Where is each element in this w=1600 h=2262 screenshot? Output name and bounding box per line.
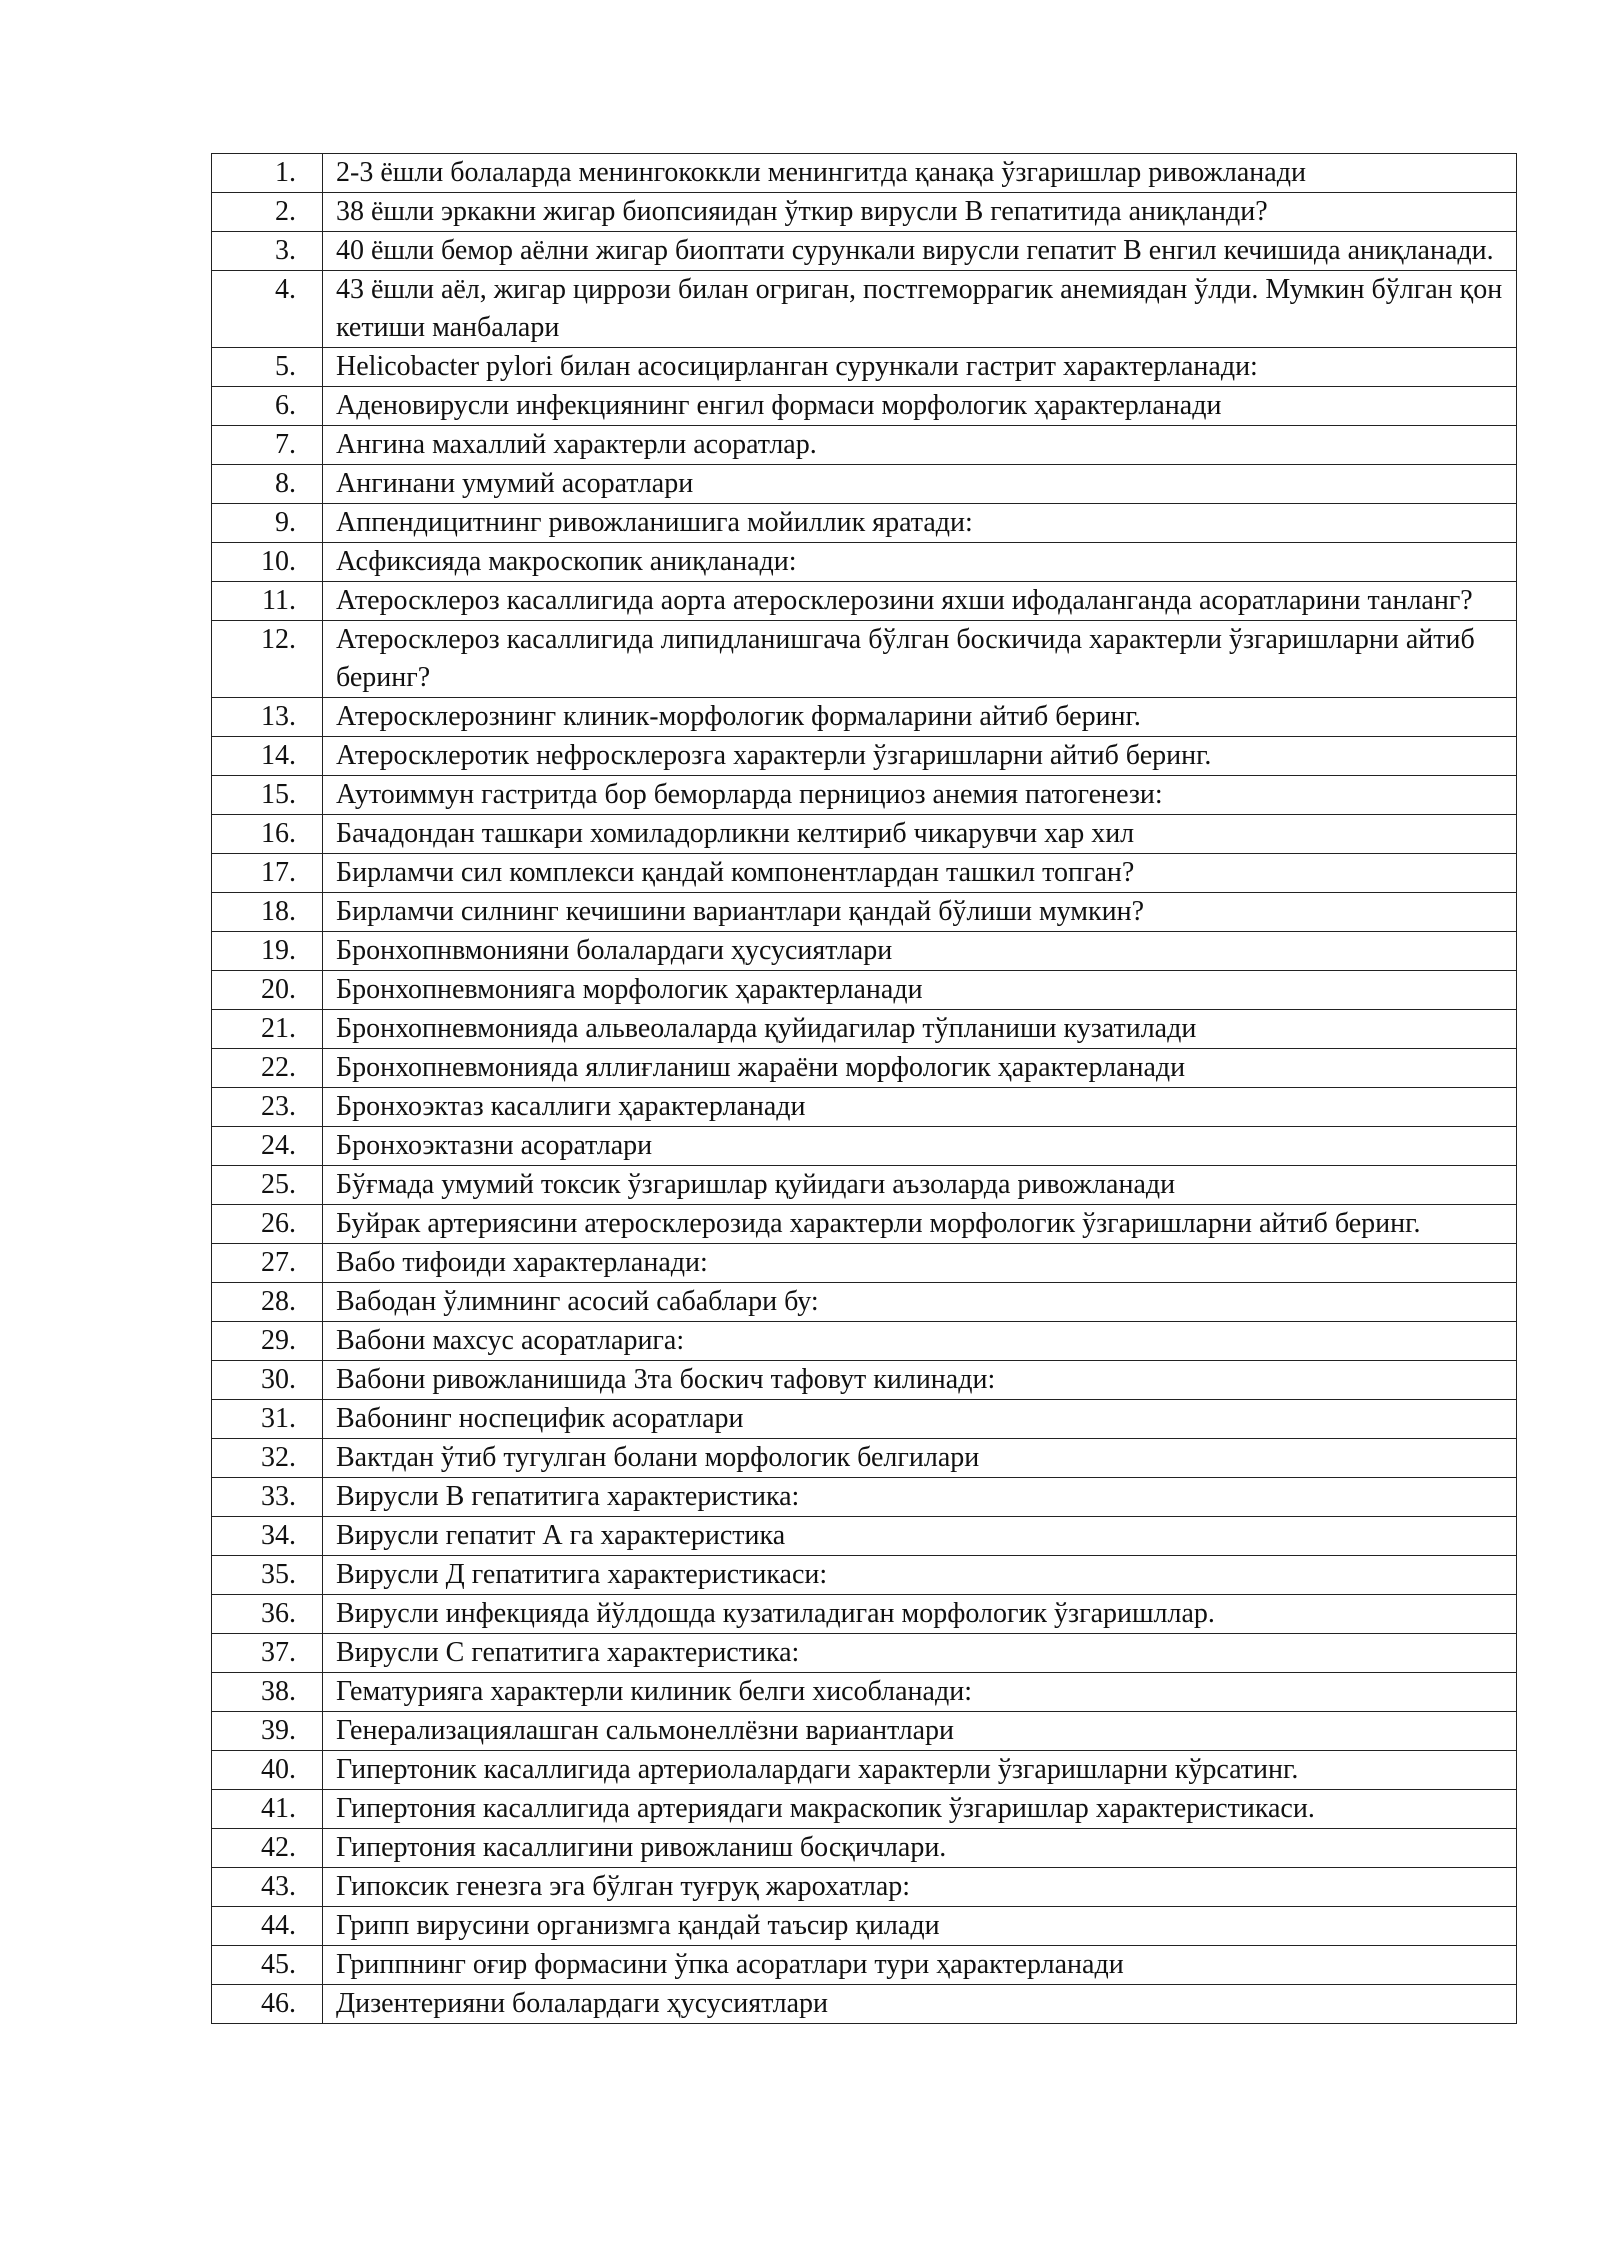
table-row [212, 1556, 1517, 1595]
question-number: 2. [212, 193, 323, 232]
question-text: Генерализациялашган сальмонеллёзни вариантлари [323, 1712, 1517, 1751]
question-text: Вабони ривожланишида 3та боскич тафовут килинади: [323, 1361, 1517, 1400]
question-text: Гематурияга характерли килиник белги хисобланади: [323, 1673, 1517, 1712]
question-number: 22. [212, 1049, 323, 1088]
question-text: Асфиксияда макроскопик аниқланади: [323, 543, 1517, 582]
table-row [212, 154, 1517, 193]
table-row [212, 1790, 1517, 1829]
question-number: 21. [212, 1010, 323, 1049]
question-number: 35. [212, 1556, 323, 1595]
question-text: Атеросклерознинг клиник-морфологик формаларини айтиб беринг. [323, 698, 1517, 737]
question-text: Гипертония касаллигида артериядаги макраскопик ўзгаришлар характеристикаси. [323, 1790, 1517, 1829]
table-row [212, 504, 1517, 543]
question-text: Гипертония касаллигини ривожланиш босқичлари. [323, 1829, 1517, 1868]
table-row [212, 893, 1517, 932]
question-text: Вирусли С гепатитига характеристика: [323, 1634, 1517, 1673]
question-number: 42. [212, 1829, 323, 1868]
question-number: 9. [212, 504, 323, 543]
question-text: Вабони махсус асоратларига: [323, 1322, 1517, 1361]
question-text: Бирламчи сил комплекси қандай компонентлардан ташкил топган? [323, 854, 1517, 893]
question-text: Бронхопнвмонияни болалардаги ҳусусиятлари [323, 932, 1517, 971]
question-text: Вирусли Д гепатитига характеристикаси: [323, 1556, 1517, 1595]
question-text: Бронхопневмонияда яллиғланиш жараёни морфологик ҳарактерланади [323, 1049, 1517, 1088]
table-row [212, 621, 1517, 698]
question-text: Вактдан ўтиб тугулган болани морфологик белгилари [323, 1439, 1517, 1478]
question-text: 40 ёшли бемор аёлни жигар биоптати сурункали вирусли гепатит В енгил кечишида аниқланади. [323, 232, 1517, 271]
question-number: 16. [212, 815, 323, 854]
table-row [212, 465, 1517, 504]
question-text: Ангина махаллий характерли асоратлар. [323, 426, 1517, 465]
question-number: 14. [212, 737, 323, 776]
question-number: 19. [212, 932, 323, 971]
question-number: 30. [212, 1361, 323, 1400]
question-text: Аденовирусли инфекциянинг енгил формаси морфологик ҳарактерланади [323, 387, 1517, 426]
table-row [212, 1478, 1517, 1517]
question-text: Ангинани умумий асоратлари [323, 465, 1517, 504]
questions-table-body [212, 154, 1517, 2024]
question-number: 5. [212, 348, 323, 387]
table-row [212, 348, 1517, 387]
table-row [212, 1595, 1517, 1634]
table-row [212, 1166, 1517, 1205]
question-number: 33. [212, 1478, 323, 1517]
table-row [212, 971, 1517, 1010]
question-number: 38. [212, 1673, 323, 1712]
table-row [212, 1205, 1517, 1244]
table-row [212, 1049, 1517, 1088]
question-number: 1. [212, 154, 323, 193]
question-number: 40. [212, 1751, 323, 1790]
question-number: 18. [212, 893, 323, 932]
question-text: Бронхоэктазни асоратлари [323, 1127, 1517, 1166]
table-row [212, 1361, 1517, 1400]
table-row [212, 1439, 1517, 1478]
table-row [212, 1127, 1517, 1166]
question-text: Вабонинг носпецифик асоратлари [323, 1400, 1517, 1439]
table-row [212, 193, 1517, 232]
table-row [212, 1673, 1517, 1712]
table-row [212, 698, 1517, 737]
question-text: Бирламчи силнинг кечишини вариантлари қандай бўлиши мумкин? [323, 893, 1517, 932]
table-row [212, 932, 1517, 971]
question-number: 27. [212, 1244, 323, 1283]
question-number: 17. [212, 854, 323, 893]
question-number: 15. [212, 776, 323, 815]
table-row [212, 1283, 1517, 1322]
question-number: 34. [212, 1517, 323, 1556]
question-text: Вирусли В гепатитига характеристика: [323, 1478, 1517, 1517]
question-number: 4. [212, 271, 323, 348]
question-number: 8. [212, 465, 323, 504]
table-row [212, 1985, 1517, 2024]
question-number: 31. [212, 1400, 323, 1439]
question-text: Гипертоник касаллигида артериолалардаги характерли ўзгаришларни кўрсатинг. [323, 1751, 1517, 1790]
question-number: 12. [212, 621, 323, 698]
table-row [212, 815, 1517, 854]
table-row [212, 737, 1517, 776]
table-row [212, 1088, 1517, 1127]
question-number: 36. [212, 1595, 323, 1634]
table-row [212, 1244, 1517, 1283]
question-text: 2-3 ёшли болаларда менингококкли менингитда қанақа ўзгаришлар ривожланади [323, 154, 1517, 193]
table-row [212, 582, 1517, 621]
table-row [212, 1322, 1517, 1361]
table-row [212, 426, 1517, 465]
table-row [212, 1829, 1517, 1868]
question-text: Бачадондан ташкари хомиладорликни келтириб чикарувчи хар хил [323, 815, 1517, 854]
question-number: 20. [212, 971, 323, 1010]
question-text: Атеросклероз касаллигида липидланишгача бўлган боскичида характерли ўзгаришларни айтиб беринг? [323, 621, 1517, 698]
question-text: Гипоксик генезга эга бўлган туғруқ жарохатлар: [323, 1868, 1517, 1907]
questions-table [211, 153, 1517, 2024]
question-number: 37. [212, 1634, 323, 1673]
question-text: Вабо тифоиди характерланади: [323, 1244, 1517, 1283]
question-number: 6. [212, 387, 323, 426]
question-text: Грипп вирусини организмга қандай таъсир қилади [323, 1907, 1517, 1946]
table-row [212, 1010, 1517, 1049]
question-number: 3. [212, 232, 323, 271]
question-text: Вабодан ўлимнинг асосий сабаблари бу: [323, 1283, 1517, 1322]
question-text: Бўғмада умумий токсик ўзгаришлар қуйидаги аъзоларда ривожланади [323, 1166, 1517, 1205]
question-number: 10. [212, 543, 323, 582]
question-text: Атеросклеротик нефросклерозга характерли ўзгаришларни айтиб беринг. [323, 737, 1517, 776]
question-number: 45. [212, 1946, 323, 1985]
table-row [212, 1634, 1517, 1673]
question-text: Дизентерияни болалардаги ҳусусиятлари [323, 1985, 1517, 2024]
question-text: Гриппнинг оғир формасини ўпка асоратлари тури ҳарактерланади [323, 1946, 1517, 1985]
question-text: 38 ёшли эркакни жигар биопсияидан ўткир вирусли В гепатитида аниқланди? [323, 193, 1517, 232]
question-number: 46. [212, 1985, 323, 2024]
question-text: 43 ёшли аёл, жигар циррози билан огриган, постгеморрагик анемиядан ўлди. Мумкин бўлган қон кетиши манбалари [323, 271, 1517, 348]
table-row [212, 232, 1517, 271]
table-row [212, 1751, 1517, 1790]
question-number: 32. [212, 1439, 323, 1478]
table-row [212, 854, 1517, 893]
question-number: 43. [212, 1868, 323, 1907]
question-text: Буйрак артериясини атеросклерозида характерли морфологик ўзгаришларни айтиб беринг. [323, 1205, 1517, 1244]
table-row [212, 543, 1517, 582]
question-text: Бронхоэктаз касаллиги ҳарактерланади [323, 1088, 1517, 1127]
question-number: 26. [212, 1205, 323, 1244]
table-row [212, 1907, 1517, 1946]
question-number: 29. [212, 1322, 323, 1361]
question-text: Вирусли инфекцияда йўлдошда кузатиладиган морфологик ўзгаришллар. [323, 1595, 1517, 1634]
question-number: 25. [212, 1166, 323, 1205]
table-row [212, 1712, 1517, 1751]
question-text: Аутоиммун гастритда бор беморларда пернициоз анемия патогенези: [323, 776, 1517, 815]
question-text: Бронхопневмонияда альвеолаларда қуйидагилар тўпланиши кузатилади [323, 1010, 1517, 1049]
question-text: Вирусли гепатит А га характеристика [323, 1517, 1517, 1556]
question-number: 41. [212, 1790, 323, 1829]
table-row [212, 1946, 1517, 1985]
question-text: Helicobacter pylori билан асосицирланган сурункали гастрит характерланади: [323, 348, 1517, 387]
table-row [212, 1400, 1517, 1439]
question-text: Аппендицитнинг ривожланишига мойиллик яратади: [323, 504, 1517, 543]
table-row [212, 1517, 1517, 1556]
table-row [212, 387, 1517, 426]
question-number: 44. [212, 1907, 323, 1946]
question-number: 7. [212, 426, 323, 465]
question-number: 24. [212, 1127, 323, 1166]
question-text: Бронхопневмонияга морфологик ҳарактерланади [323, 971, 1517, 1010]
table-row [212, 271, 1517, 348]
table-row [212, 1868, 1517, 1907]
question-number: 23. [212, 1088, 323, 1127]
question-number: 39. [212, 1712, 323, 1751]
question-text: Атеросклероз касаллигида аорта атеросклерозини яхши ифодаланганда асоратларини танланг? [323, 582, 1517, 621]
question-number: 28. [212, 1283, 323, 1322]
table-row [212, 776, 1517, 815]
question-number: 11. [212, 582, 323, 621]
question-number: 13. [212, 698, 323, 737]
